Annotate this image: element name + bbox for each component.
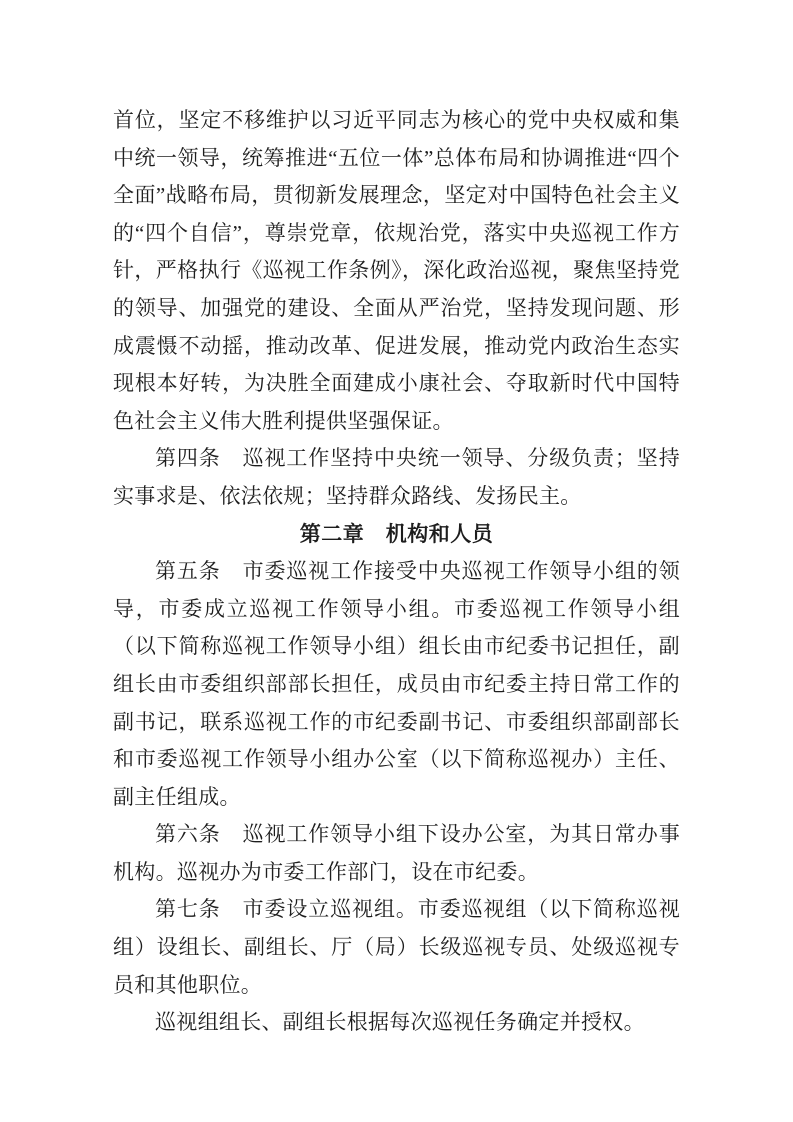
- paragraph-article-6: 第六条 巡视工作领导小组下设办公室，为其日常办事机构。巡视办为市委工作部门，设在市纪委。: [113, 822, 680, 884]
- paragraph-continuation: 首位，坚定不移维护以习近平同志为核心的党中央权威和集中统一领导，统筹推进“五位一体”总体布局和协调推进“四个全面”战略布局，贯彻新发展理念，坚定对中国特色社会主义的“四个自信”，尊崇党章，依规治党，落实中央巡视工作方针，严格执行《巡视工作条例》，深化政治巡视，聚焦坚持党的领导、加强党的建设、全面从严治党，坚持发现问题、形成震慑不动摇，推动改革、促进发展，推动党内政治生态实现根本好转，为决胜全面建成小康社会、夺取新时代中国特色社会主义伟大胜利提供坚强保证。: [113, 108, 680, 433]
- paragraph-article-7: 第七条 市委设立巡视组。市委巡视组（以下简称巡视组）设组长、副组长、厅（局）长级巡视专员、处级巡视专员和其他职位。: [113, 897, 680, 997]
- chapter-2-heading: 第二章 机构和人员: [299, 521, 494, 546]
- paragraph-article-7-supplement: 巡视组组长、副组长根据每次巡视任务确定并授权。: [155, 1010, 645, 1035]
- paragraph-article-4: 第四条 巡视工作坚持中央统一领导、分级负责；坚持实事求是、依法依规；坚持群众路线、发扬民主。: [113, 446, 680, 508]
- paragraph-article-5: 第五条 市委巡视工作接受中央巡视工作领导小组的领导，市委成立巡视工作领导小组。市委巡视工作领导小组（以下简称巡视工作领导小组）组长由市纪委书记担任，副组长由市委组织部部长担任，成员由市纪委主持日常工作的副书记，联系巡视工作的市纪委副书记、市委组织部副部长和市委巡视工作领导小组办公室（以下简称巡视办）主任、副主任组成。: [113, 559, 680, 809]
